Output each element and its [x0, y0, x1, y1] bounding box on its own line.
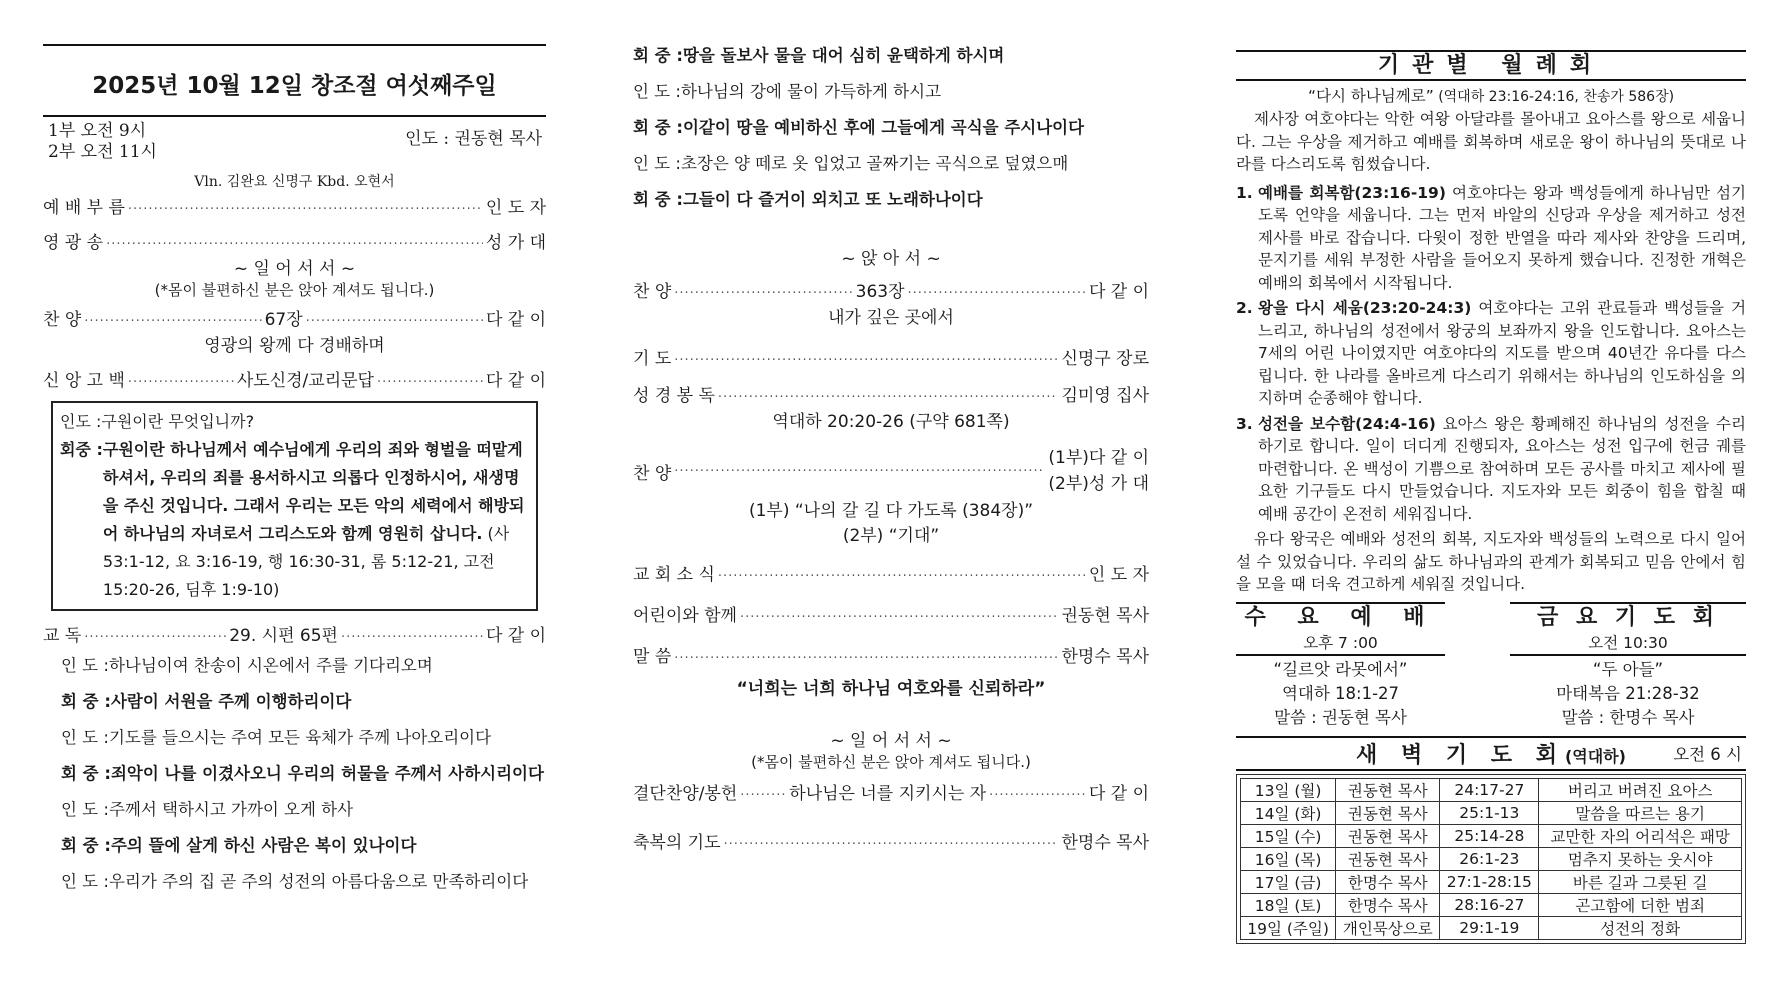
dot-leader — [106, 238, 483, 251]
dawn-preacher: 개인묵상으로 — [1336, 916, 1440, 939]
responsive-speaker: 인 도 : — [61, 728, 109, 747]
responsive-speaker: 회 중 : — [633, 46, 683, 65]
order-label: 예 배 부 름 — [43, 198, 125, 218]
study-point — [1236, 182, 1746, 295]
point-text: 여호야다는 왕과 백성들에게 하나님만 섬기도록 언약을 세웁니다. 그는 먼저 바알의 신당과 우상을 제거하고 성전 제사를 바로 잡습니다. 다윗이 정한 반열을 따라 제사와 찬양을 드리며, 문지기를 세워 부정한 사람을 들어오지 못하게 했습니다. 진정한 개혁은 예배의 회복에서 시작됩니다. — [1258, 183, 1746, 292]
order-person: 성 가 대 — [485, 233, 546, 253]
study-intro: 제사장 여호야다는 악한 여왕 아달랴를 몰아내고 요아스를 왕으로 세웁니다. 그는 우상을 제거하고 예배를 회복하며 새로운 왕이 하나님의 뜻대로 나라를 다스리도록 힘썼습니다. — [1236, 110, 1746, 173]
dawn-preacher: 권동현 목사 — [1336, 801, 1440, 824]
page-title: 2025년 10월 12일 창조절 여섯째주일 — [92, 73, 497, 99]
dawn-title: 바른 길과 그릇된 길 — [1539, 870, 1742, 893]
sermon-title: “너희는 너희 하나님 여호와를 신뢰하라” — [736, 679, 1046, 699]
order-of-worship-column-2 — [633, 40, 1149, 863]
choir-song-1: (1부) “나의 갈 길 다 가도록 (384장)” — [748, 501, 1034, 521]
responsive-text: 주께서 택하시고 가까이 오게 하사 — [108, 800, 354, 819]
table-row — [1241, 916, 1742, 939]
table-row — [1241, 847, 1742, 870]
responsive-text: 하나님의 강에 물이 가득하게 하시고 — [680, 82, 942, 101]
point-number: 1. — [1236, 183, 1253, 202]
wednesday-preacher: 말씀 : 권동현 목사 — [1274, 707, 1407, 727]
dawn-passage: 25:14-28 — [1440, 824, 1539, 847]
stand-note-2: (*몸이 불편하신 분은 앉아 계셔도 됩니다.) — [751, 753, 1031, 771]
dawn-passage: 24:17-27 — [1440, 778, 1539, 801]
dawn-passage: 26:1-23 — [1440, 847, 1539, 870]
study-point — [1236, 413, 1746, 526]
responsive-line — [61, 722, 546, 753]
order-item-kids: 어린이와 함께 ····· 권동현 목사 — [633, 601, 1149, 630]
responsive-text: 초장은 양 떼로 옷 입었고 골짜기는 곡식으로 덮였으매 — [680, 154, 1069, 173]
responsive-line — [633, 112, 1149, 143]
responsive-speaker: 회 중 : — [633, 190, 683, 209]
dawn-preacher: 한명수 목사 — [1336, 870, 1440, 893]
dot-leader — [128, 203, 483, 216]
service-1-time: 1부 오전 9시 — [48, 121, 147, 141]
dawn-prayer-heading — [1236, 736, 1746, 771]
order-item-scripture: 성 경 봉 독 ····· 김미영 집사 — [633, 381, 1149, 410]
responsive-line — [633, 40, 1149, 71]
responsive-speaker: 인 도 : — [61, 800, 109, 819]
responsive-speaker: 회 중 : — [633, 118, 683, 137]
order-of-worship-column-1 — [43, 44, 546, 902]
dawn-prayer-title: 새 벽 기 도 회 — [1356, 742, 1565, 768]
dawn-preacher: 권동현 목사 — [1336, 824, 1440, 847]
dawn-title: 말씀을 따르는 용기 — [1539, 801, 1742, 824]
hymn-title-2: 내가 깊은 곳에서 — [828, 308, 954, 328]
dawn-title: 곤고함에 더한 범죄 — [1539, 893, 1742, 916]
order-item-benediction: 축복의 기도 ····· 한명수 목사 — [633, 828, 1149, 857]
wednesday-heading: 수 요 예 배 — [1236, 602, 1445, 633]
friday-preacher: 말씀 : 한명수 목사 — [1561, 707, 1695, 727]
responsive-line — [633, 184, 1149, 215]
responsive-text: 사람이 서원을 주께 이행하리이다 — [110, 692, 352, 711]
dawn-preacher: 권동현 목사 — [1336, 847, 1440, 870]
dawn-passage: 27:1-28:15 — [1440, 870, 1539, 893]
weekly-services — [1236, 602, 1746, 730]
responsive-text: 기도를 들으시는 주여 모든 육체가 주께 나아오리이다 — [108, 728, 492, 747]
responsive-reading-list — [43, 650, 546, 897]
dawn-date: 19일 (주일) — [1241, 916, 1336, 939]
monthly-meeting-heading: 기관별 월례회 — [1236, 50, 1746, 81]
order-item-creed: 신 앙 고 백 ····· 사도신경/교리문답 ····· 다 같 이 — [43, 366, 546, 395]
friday-time: 오전 10:30 — [1510, 633, 1746, 656]
sit-instruction: ~ 앉 아 서 ~ — [841, 249, 941, 269]
study-points — [1236, 182, 1746, 526]
dawn-passage: 29:1-19 — [1440, 916, 1539, 939]
friday-heading: 금 요 기 도 회 — [1510, 602, 1746, 633]
table-row — [1241, 801, 1742, 824]
order-item-hymn-2: 찬 양 ····· 363장 ····· 다 같 이 — [633, 277, 1149, 306]
responsive-speaker: 인 도 : — [633, 154, 681, 173]
top-rule — [43, 44, 546, 46]
responsive-text: 주의 뜰에 살게 하신 사람은 복이 있나이다 — [110, 836, 417, 855]
responsive-line — [633, 76, 1149, 107]
dawn-preacher: 권동현 목사 — [1336, 778, 1440, 801]
service-2-time: 2부 오전 11시 — [48, 142, 157, 162]
responsive-text: 우리가 주의 집 곧 주의 성전의 아름다움으로 만족하리이다 — [108, 872, 529, 891]
order-item-church-news: 교 회 소 식 ····· 인 도 자 — [633, 560, 1149, 589]
dawn-date: 14일 (화) — [1241, 801, 1336, 824]
responsive-line — [61, 830, 546, 861]
dawn-preacher: 한명수 목사 — [1336, 893, 1440, 916]
wednesday-service — [1236, 602, 1445, 730]
point-title: 성전을 보수함(24:4-16) — [1258, 414, 1436, 433]
dawn-date: 16일 (목) — [1241, 847, 1336, 870]
responsive-speaker: 회 중 : — [61, 836, 111, 855]
study-point — [1236, 297, 1746, 410]
dawn-passage: 28:16-27 — [1440, 893, 1539, 916]
dawn-date: 17일 (금) — [1241, 870, 1336, 893]
leader-label: 인도 : 권동현 목사 — [405, 129, 542, 149]
responsive-text: 하나님이여 찬송이 시온에서 주를 기다리오며 — [108, 656, 433, 675]
service-times — [43, 121, 546, 163]
dawn-title: 버리고 버려진 요아스 — [1539, 778, 1742, 801]
scripture-reference: 역대하 20:20-26 (구약 681쪽) — [772, 412, 1010, 432]
friday-service — [1510, 602, 1746, 730]
wednesday-time: 오후 7 :00 — [1236, 633, 1445, 656]
point-title: 예배를 회복함(23:16-19) — [1258, 183, 1446, 202]
musicians: Vln. 김완요 신명구 Kbd. 오현서 — [194, 174, 395, 190]
catechism-question: 인도 : 구원이란 무엇입니까? — [60, 412, 255, 431]
wednesday-title: “길르앗 라못에서” — [1273, 659, 1408, 679]
order-person: 인 도 자 — [485, 198, 546, 218]
responsive-text: 죄악이 나를 이겼사오니 우리의 허물을 주께서 사하시리이다 — [110, 764, 544, 783]
stand-instruction: ~ 일 어 서 서 ~ — [233, 259, 356, 279]
responsive-line — [61, 758, 546, 789]
responsive-speaker: 회 중 : — [61, 764, 111, 783]
choir-song-2: (2부) “기대” — [842, 526, 940, 546]
responsive-text: 그들이 다 즐거이 외치고 또 노래하나이다 — [682, 190, 983, 209]
table-row — [1241, 778, 1742, 801]
dawn-date: 13일 (월) — [1241, 778, 1336, 801]
catechism-box — [51, 401, 538, 611]
table-row — [1241, 893, 1742, 916]
wednesday-reference: 역대하 18:1-27 — [1281, 683, 1400, 703]
order-item-responsive-reading: 교 독 ····· 29. 시편 65편 ····· 다 같 이 — [43, 621, 546, 650]
order-item-choir: 찬 양 ····· (1부)다 같 이 (2부)성 가 대 — [633, 444, 1149, 498]
responsive-speaker: 인 도 : — [633, 82, 681, 101]
responsive-text: 이같이 땅을 예비하신 후에 그들에게 곡식을 주시나이다 — [682, 118, 1085, 137]
responsive-reading-list-continued — [633, 40, 1149, 215]
dawn-title: 성전의 정화 — [1539, 916, 1742, 939]
friday-reference: 마태복음 21:28-32 — [1556, 683, 1700, 703]
responsive-line — [61, 650, 546, 681]
dawn-prayer-book: (역대하) — [1564, 746, 1626, 766]
dawn-title: 멈추지 못하는 웃시야 — [1539, 847, 1742, 870]
monthly-meeting-column — [1236, 50, 1746, 944]
dawn-prayer-time: 오전 6 시 — [1673, 745, 1742, 764]
responsive-line — [61, 794, 546, 825]
point-text: 요아스 왕은 황폐해진 하나님의 성전을 수리하기로 합니다. 일이 더디게 진행되자, 요아스는 성전 입구에 헌금 궤를 마련합니다. 온 백성이 기쁨으로 참여하며 모든 공사를 마치고 제사에 필요한 기구들도 다시 만들었습니다. 지도자와 모든 회중이 힘을 합칠 때 예배 공간이 온전히 세워집니다. — [1258, 414, 1746, 523]
table-row — [1241, 824, 1742, 847]
stand-instruction-2: ~ 일 어 서 서 ~ — [830, 731, 952, 751]
point-number: 2. — [1236, 299, 1253, 317]
stand-note: (*몸이 불편하신 분은 앉아 계셔도 됩니다.) — [154, 281, 435, 299]
order-item-sermon: 말 씀 ····· 한명수 목사 — [633, 642, 1149, 671]
order-label: 영 광 송 — [43, 233, 104, 253]
hymn-title: 영광의 왕께 다 경배하며 — [204, 336, 385, 356]
dawn-prayer-table — [1240, 778, 1742, 940]
dawn-title: 교만한 자의 어리석은 패망 — [1539, 824, 1742, 847]
study-title: “다시 하나님께로” (역대하 23:16-24:16, 찬송가 586장) — [1307, 87, 1675, 105]
dawn-passage: 25:1-13 — [1440, 801, 1539, 824]
responsive-speaker: 인 도 : — [61, 872, 109, 891]
responsive-text: 땅을 돌보사 물을 대어 심히 윤택하게 하시며 — [682, 46, 1005, 65]
order-item-offering: 결단찬양/봉헌 ····· 하나님은 너를 지키시는 자 ····· 다 같 이 — [633, 779, 1149, 808]
point-number: 3. — [1236, 414, 1253, 433]
order-item-hymn: 찬 양 ····· 67장 ····· 다 같 이 — [43, 305, 546, 334]
dawn-date: 15일 (수) — [1241, 824, 1336, 847]
order-item-call-to-worship — [43, 193, 546, 222]
dawn-date: 18일 (토) — [1241, 893, 1336, 916]
point-text: 여호야다는 고위 관료들과 백성들을 거느리고, 하나님의 성전에서 왕궁의 보좌까지 왕을 인도합니다. 요아스는 7세의 어린 나이였지만 여호야다의 지도를 받으며 40년간 유다를 다스립니다. 한 나라를 올바르게 다스리기 위해서는 하나님의 인도하심을 의지하며 순종해야 합니다. — [1258, 299, 1746, 407]
study-conclusion: 유다 왕국은 예배와 성전의 회복, 지도자와 백성들의 노력으로 다시 일어설 수 있었습니다. 우리의 삶도 하나님과의 관계가 회복되고 믿음 안에서 힘을 모을 때 더욱 견고하게 세워질 것입니다. — [1236, 530, 1746, 593]
catechism-answer: 회중 : 구원이란 하나님께서 예수님에게 우리의 죄와 형벌을 떠맡게 하셔서, 우리의 죄를 용서하시고 의롭다 인정하시어, 새생명을 주신 것입니다. 그래서 우리는 모든 악의 세력에서 해방되어 하나님의 자녀로서 그리스도와 함께 영원히 삽니다. (사 53:1-12, 요 3:16-19, 행 16:30-31, 롬 5:12-21, 고전 15:20-26, 딤후 1:9-10) — [60, 440, 525, 599]
responsive-line — [61, 686, 546, 717]
title-rule — [43, 115, 546, 117]
order-item-gloria — [43, 228, 546, 257]
responsive-line — [61, 866, 546, 897]
responsive-speaker: 인 도 : — [61, 656, 109, 675]
table-row — [1241, 870, 1742, 893]
responsive-line — [633, 148, 1149, 179]
friday-title: “두 아들” — [1592, 659, 1664, 679]
point-title: 왕을 다시 세움(23:20-24:3) — [1258, 299, 1472, 317]
order-item-prayer: 기 도 ····· 신명구 장로 — [633, 344, 1149, 373]
responsive-speaker: 회 중 : — [61, 692, 111, 711]
